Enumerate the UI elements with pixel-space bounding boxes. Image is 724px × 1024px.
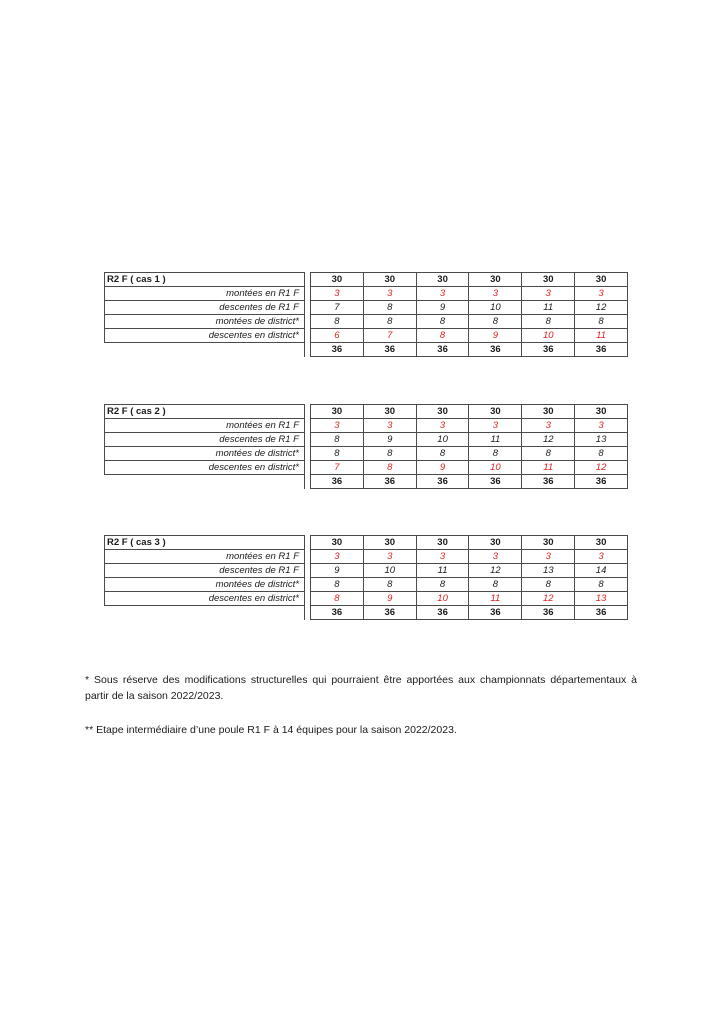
- row-label: descentes en district*: [105, 329, 305, 343]
- value-cell: 3: [522, 550, 575, 564]
- value-cell: 12: [575, 301, 628, 315]
- spacer-cell: [105, 475, 305, 489]
- table-row: [105, 287, 628, 301]
- value-cell: 8: [416, 578, 469, 592]
- totals-row: [105, 475, 628, 489]
- value-cell: 3: [575, 550, 628, 564]
- header-value-cell: 30: [522, 273, 575, 287]
- value-cell: 3: [469, 419, 522, 433]
- value-cell: 8: [416, 315, 469, 329]
- table-row: [105, 578, 628, 592]
- total-cell: 36: [575, 343, 628, 357]
- total-cell: 36: [575, 606, 628, 620]
- table-cas-1: [104, 272, 628, 357]
- table-row: [105, 461, 628, 475]
- total-cell: 36: [311, 343, 364, 357]
- value-cell: 8: [522, 447, 575, 461]
- value-cell: 8: [469, 447, 522, 461]
- total-cell: 36: [416, 606, 469, 620]
- value-cell: 3: [416, 550, 469, 564]
- header-value-cell: 30: [469, 273, 522, 287]
- header-value-cell: 30: [363, 273, 416, 287]
- row-label: descentes en district*: [105, 592, 305, 606]
- header-value-cell: 30: [416, 273, 469, 287]
- value-cell: 8: [311, 592, 364, 606]
- table-title: R2 F ( cas 3 ): [105, 536, 305, 550]
- value-cell: 9: [311, 564, 364, 578]
- total-cell: 36: [363, 606, 416, 620]
- value-cell: 13: [522, 564, 575, 578]
- value-cell: 3: [416, 419, 469, 433]
- value-cell: 8: [311, 315, 364, 329]
- value-cell: 10: [522, 329, 575, 343]
- value-cell: 8: [575, 447, 628, 461]
- table-row: [105, 315, 628, 329]
- total-cell: 36: [363, 343, 416, 357]
- total-cell: 36: [311, 606, 364, 620]
- row-label: descentes en district*: [105, 461, 305, 475]
- total-cell: 36: [311, 475, 364, 489]
- table-row: [105, 301, 628, 315]
- table-row: [105, 592, 628, 606]
- value-cell: 12: [469, 564, 522, 578]
- header-value-cell: 30: [416, 536, 469, 550]
- table-row: [105, 419, 628, 433]
- header-row: [105, 536, 628, 550]
- value-cell: 3: [311, 550, 364, 564]
- value-cell: 3: [575, 287, 628, 301]
- value-cell: 10: [416, 433, 469, 447]
- value-cell: 10: [469, 301, 522, 315]
- header-value-cell: 30: [363, 405, 416, 419]
- header-value-cell: 30: [469, 405, 522, 419]
- value-cell: 8: [416, 329, 469, 343]
- total-cell: 36: [522, 606, 575, 620]
- value-cell: 12: [522, 433, 575, 447]
- value-cell: 8: [311, 578, 364, 592]
- total-cell: 36: [469, 475, 522, 489]
- header-value-cell: 30: [311, 405, 364, 419]
- value-cell: 11: [416, 564, 469, 578]
- value-cell: 3: [416, 287, 469, 301]
- row-label: montées de district*: [105, 315, 305, 329]
- value-cell: 8: [363, 578, 416, 592]
- header-value-cell: 30: [416, 405, 469, 419]
- value-cell: 10: [469, 461, 522, 475]
- value-cell: 8: [311, 433, 364, 447]
- header-row: [105, 273, 628, 287]
- spacer-cell: [105, 606, 305, 620]
- value-cell: 3: [522, 287, 575, 301]
- value-cell: 3: [363, 550, 416, 564]
- value-cell: 11: [575, 329, 628, 343]
- value-cell: 7: [311, 461, 364, 475]
- header-value-cell: 30: [522, 405, 575, 419]
- table-row: [105, 564, 628, 578]
- total-cell: 36: [416, 343, 469, 357]
- value-cell: 13: [575, 592, 628, 606]
- table-title: R2 F ( cas 2 ): [105, 405, 305, 419]
- row-label: descentes de R1 F: [105, 564, 305, 578]
- header-value-cell: 30: [575, 536, 628, 550]
- value-cell: 7: [363, 329, 416, 343]
- value-cell: 11: [522, 301, 575, 315]
- value-cell: 8: [363, 461, 416, 475]
- totals-row: [105, 343, 628, 357]
- value-cell: 8: [522, 578, 575, 592]
- value-cell: 3: [575, 419, 628, 433]
- table-row: [105, 433, 628, 447]
- row-label: montées en R1 F: [105, 287, 305, 301]
- table-row: [105, 447, 628, 461]
- value-cell: 8: [522, 315, 575, 329]
- value-cell: 12: [575, 461, 628, 475]
- value-cell: 10: [416, 592, 469, 606]
- total-cell: 36: [522, 475, 575, 489]
- total-cell: 36: [575, 475, 628, 489]
- value-cell: 3: [363, 287, 416, 301]
- value-cell: 3: [469, 550, 522, 564]
- row-label: montées en R1 F: [105, 419, 305, 433]
- value-cell: 6: [311, 329, 364, 343]
- value-cell: 9: [469, 329, 522, 343]
- table-title: R2 F ( cas 1 ): [105, 273, 305, 287]
- value-cell: 9: [416, 461, 469, 475]
- value-cell: 8: [363, 315, 416, 329]
- row-label: descentes de R1 F: [105, 433, 305, 447]
- value-cell: 3: [469, 287, 522, 301]
- header-row: [105, 405, 628, 419]
- value-cell: 8: [575, 315, 628, 329]
- value-cell: 11: [522, 461, 575, 475]
- value-cell: 8: [363, 447, 416, 461]
- header-value-cell: 30: [575, 273, 628, 287]
- table-cas-3: [104, 535, 628, 620]
- row-label: montées de district*: [105, 578, 305, 592]
- totals-row: [105, 606, 628, 620]
- value-cell: 7: [311, 301, 364, 315]
- table-cas-2: [104, 404, 628, 489]
- value-cell: 8: [311, 447, 364, 461]
- value-cell: 8: [363, 301, 416, 315]
- value-cell: 9: [363, 592, 416, 606]
- row-label: descentes de R1 F: [105, 301, 305, 315]
- value-cell: 9: [416, 301, 469, 315]
- total-cell: 36: [469, 606, 522, 620]
- value-cell: 11: [469, 433, 522, 447]
- value-cell: 11: [469, 592, 522, 606]
- value-cell: 14: [575, 564, 628, 578]
- footnote-intermediate: ** Etape intermédiaire d’une poule R1 F à 14 équipes pour la saison 2022/2023.: [85, 724, 457, 736]
- row-label: montées de district*: [105, 447, 305, 461]
- table-row: [105, 550, 628, 564]
- value-cell: 3: [522, 419, 575, 433]
- spacer-cell: [105, 343, 305, 357]
- total-cell: 36: [469, 343, 522, 357]
- value-cell: 3: [311, 419, 364, 433]
- total-cell: 36: [522, 343, 575, 357]
- total-cell: 36: [416, 475, 469, 489]
- header-value-cell: 30: [363, 536, 416, 550]
- header-value-cell: 30: [311, 536, 364, 550]
- table-row: [105, 329, 628, 343]
- value-cell: 3: [363, 419, 416, 433]
- header-value-cell: 30: [469, 536, 522, 550]
- value-cell: 9: [363, 433, 416, 447]
- value-cell: 13: [575, 433, 628, 447]
- value-cell: 3: [311, 287, 364, 301]
- value-cell: 8: [575, 578, 628, 592]
- value-cell: 12: [522, 592, 575, 606]
- value-cell: 10: [363, 564, 416, 578]
- header-value-cell: 30: [575, 405, 628, 419]
- value-cell: 8: [416, 447, 469, 461]
- footnote-structural: * Sous réserve des modifications structurelles qui pourraient être apportées aux championnats départementaux à partir de la saison 2022/2023.: [85, 674, 637, 702]
- header-value-cell: 30: [522, 536, 575, 550]
- total-cell: 36: [363, 475, 416, 489]
- value-cell: 8: [469, 578, 522, 592]
- value-cell: 8: [469, 315, 522, 329]
- header-value-cell: 30: [311, 273, 364, 287]
- row-label: montées en R1 F: [105, 550, 305, 564]
